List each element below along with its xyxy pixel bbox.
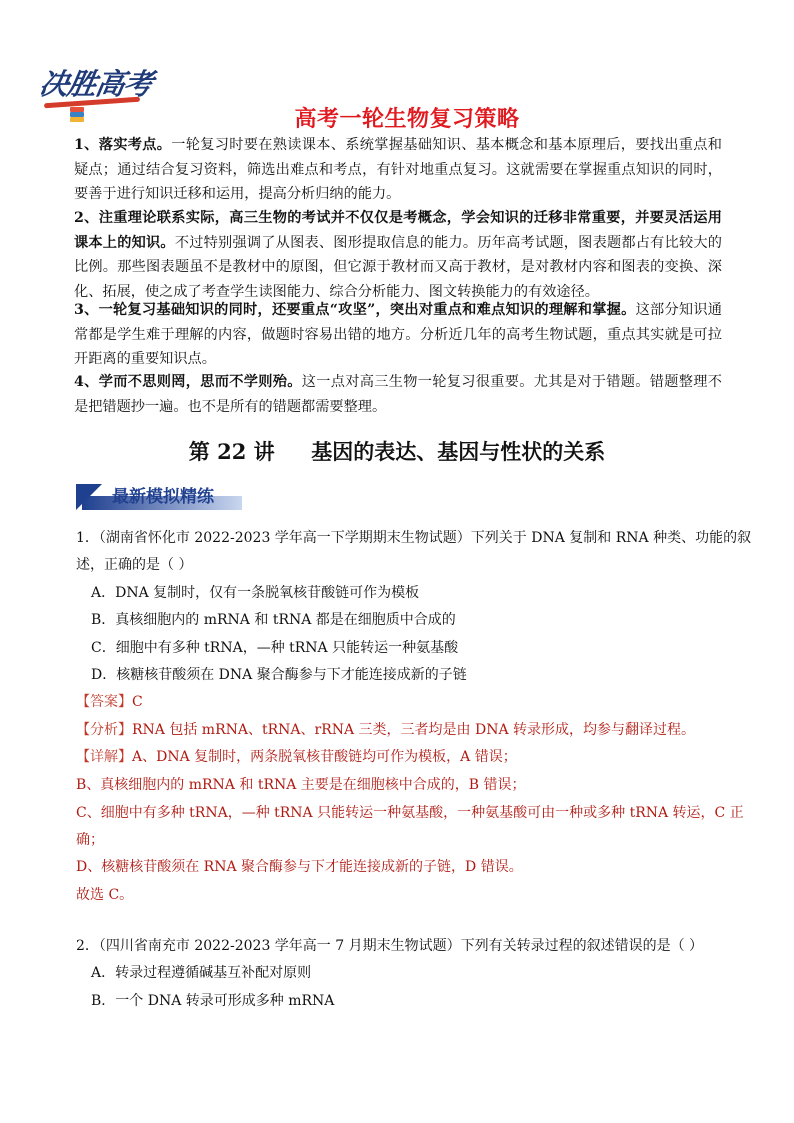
strategy-lead: 3、一轮复习基础知识的同时，还要重点“攻坚”，突出对重点和难点知识的理解和掌握。 xyxy=(74,302,636,318)
page-title: 高考一轮生物复习策略 xyxy=(294,107,520,132)
analysis-text: RNA 包括 mRNA、tRNA、rRNA 三类，三者均是由 DNA 转录形成，均参与翻译过程。 xyxy=(132,722,696,738)
q1-analysis xyxy=(76,720,695,740)
strategy-body: 不过特别强调了从图表、图形提取信息的能力。历年高考试题，图表题都占有比较大的比例。那些图表题虽不是教材中的原图，但它源于教材而又高于教材，是对教材内容和图表的变换、深化、拓展，使之成了考查学生读图能力、综合分析能力、图文转换能力的有效途径。 xyxy=(74,234,722,300)
strategy-lead: 1、落实考点。 xyxy=(74,137,172,153)
strategy-paragraph-2 xyxy=(74,206,722,304)
q2-option-a: A．转录过程遵循碱基互补配对原则 xyxy=(91,965,312,981)
answer-tag: 【答案】 xyxy=(76,694,132,710)
strategy-paragraph-3 xyxy=(74,298,722,372)
section-banner xyxy=(76,484,242,510)
analysis-tag: 【分析】 xyxy=(76,722,132,738)
lecture-title: 第 22 讲 基因的表达、基因与性状的关系 xyxy=(188,439,606,464)
q1-option-a: A．DNA 复制时，仅有一条脱氧核苷酸链可作为模板 xyxy=(91,585,420,601)
q2-option-b: B．一个 DNA 转录可形成多种 mRNA xyxy=(91,993,335,1009)
q1-option-d: D．核糖核苷酸须在 DNA 聚合酶参与下才能连接成新的子链 xyxy=(91,667,467,683)
q1-answer xyxy=(76,692,143,712)
q2-stem: 2．（四川省南充市 2022-2023 学年高一 7 月期末生物试题）下列有关转录过程的叙述错误的是（ ） xyxy=(76,938,704,954)
q1-detail-line1 xyxy=(76,747,517,767)
strategy-paragraph-4 xyxy=(74,370,722,419)
strategy-paragraph-1 xyxy=(74,133,722,207)
strategy-body: 一轮复习时要在熟读课本、系统掌握基础知识、基本概念和基本原理后，要找出重点和疑点；通过结合复习资料，筛选出难点和考点，有针对地重点复习。这就需要在掌握重点知识的同时，要善于进行知识迁移和运用，提高分析归纳的能力。 xyxy=(74,137,722,202)
banner-text: 最新模拟精练 xyxy=(112,487,214,507)
strategy-lead: 2、注重理论联系实际，高三生物的考试并不仅仅是考概念，学会知识的迁移非常重要，并要灵活运用课本上的知识。 xyxy=(74,210,722,251)
logo-text: 决胜高考 xyxy=(36,67,155,101)
q1-stem-line1: 1．（湖南省怀化市 2022-2023 学年高一下学期期末生物试题）下列关于 DNA 复制和 RNA 种类、功能的叙 xyxy=(76,530,752,546)
q1-detail-line4: 确； xyxy=(76,832,104,848)
q1-conclusion: 故选 C。 xyxy=(76,887,134,903)
detail-tag: 【详解】 xyxy=(76,749,132,765)
detail-text: A、DNA 复制时，两条脱氧核苷酸链均可作为模板，A 错误； xyxy=(132,749,517,765)
q1-stem-line2: 述，正确的是（ ） xyxy=(76,557,193,573)
strategy-body: 这一点对高三生物一轮复习很重要。尤其是对于错题。错题整理不是把错题抄一遍。也不是所有的错题都需要整理。 xyxy=(74,374,722,415)
q1-option-c: C．细胞中有多种 tRNA，—种 tRNA 只能转运一种氨基酸 xyxy=(91,640,459,656)
q1-option-b: B．真核细胞内的 mRNA 和 tRNA 都是在细胞质中合成的 xyxy=(91,612,456,628)
q1-detail-line3: C、细胞中有多种 tRNA，—种 tRNA 只能转运一种氨基酸，一种氨基酸可由一种或多种 tRNA 转运，C 正 xyxy=(76,805,744,821)
strategy-lead: 4、学而不思则罔，思而不学则殆。 xyxy=(74,374,302,390)
answer-value: C xyxy=(132,694,143,710)
q1-detail-line2: B、真核细胞内的 mRNA 和 tRNA 主要是在细胞核中合成的，B 错误； xyxy=(76,777,526,793)
banner-triangle xyxy=(76,484,102,510)
strategy-body: 这部分知识通常都是学生难于理解的内容，做题时容易出错的地方。分析近几年的高考生物试题，重点其实就是可拉开距离的重要知识点。 xyxy=(74,302,722,367)
q1-detail-line5: D、核糖核苷酸须在 RNA 聚合酶参与下才能连接成新的子链，D 错误。 xyxy=(76,859,523,875)
